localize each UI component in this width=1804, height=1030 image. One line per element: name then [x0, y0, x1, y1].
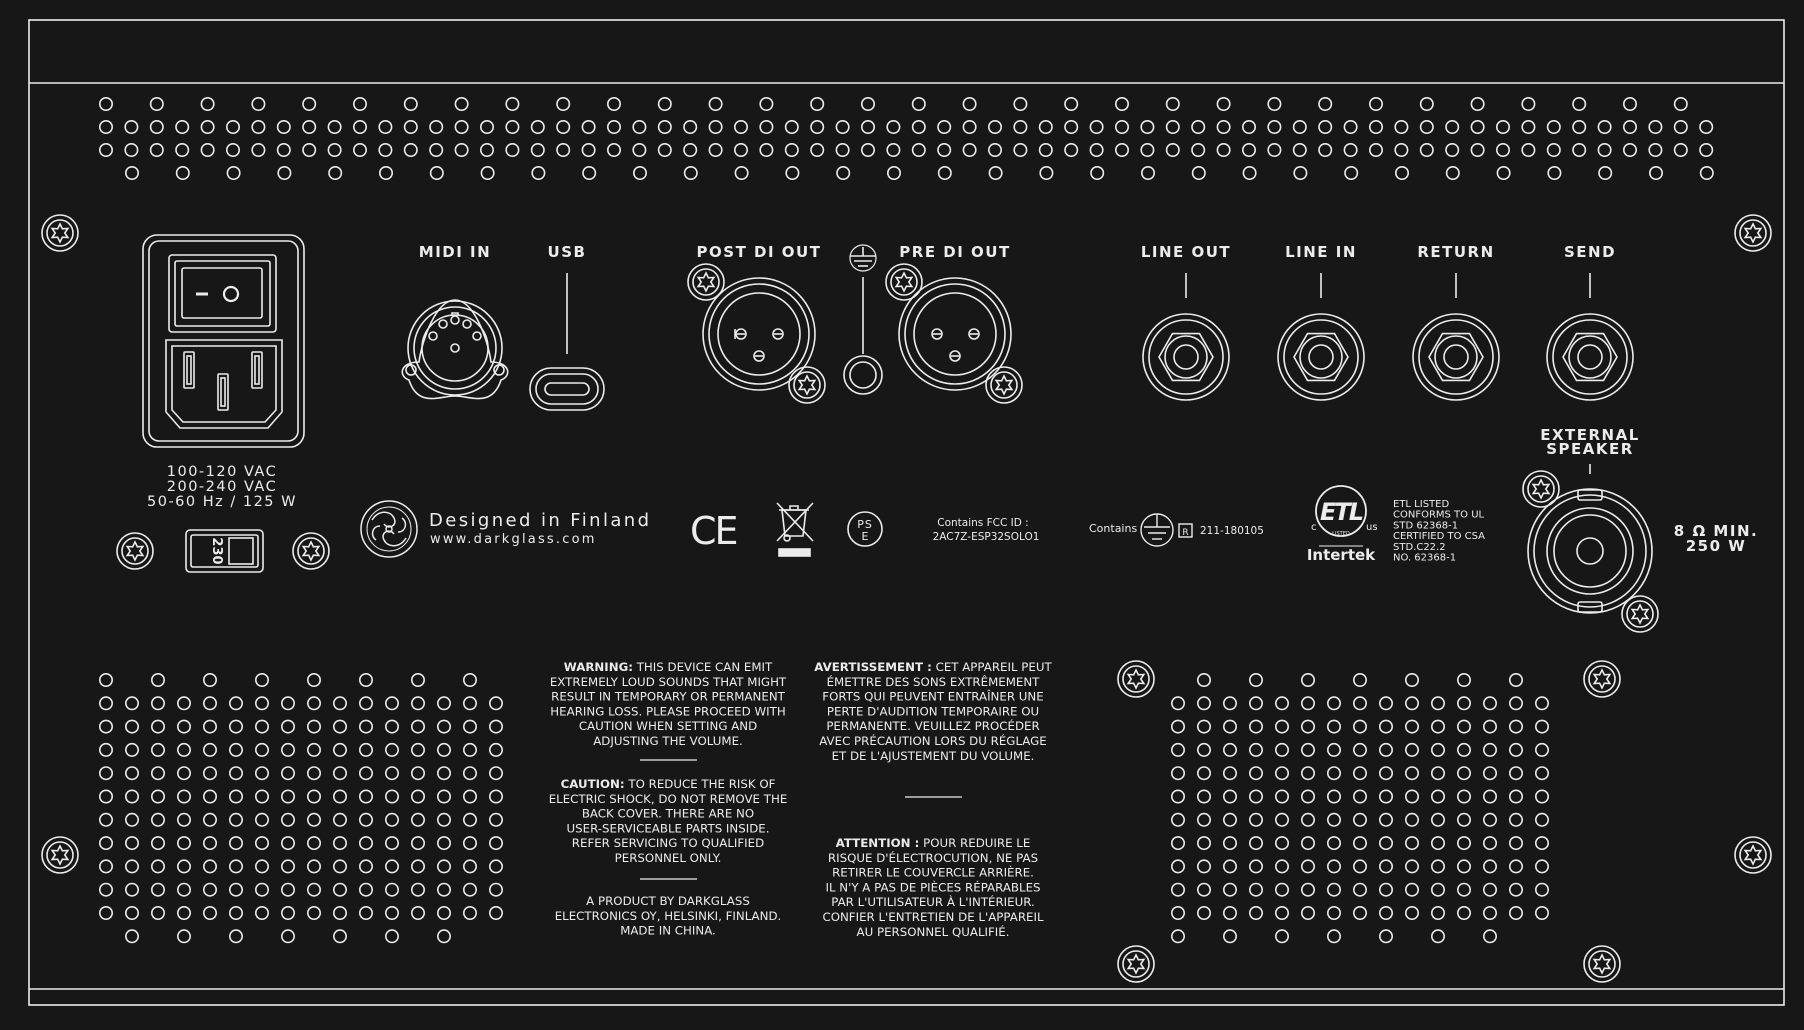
- warning-line: PAR L'UTILISATEUR À L'INTÉRIEUR.: [831, 895, 1035, 910]
- label-external-speaker-1: EXTERNAL: [1540, 426, 1640, 444]
- warning-line: PERSONNEL ONLY.: [614, 851, 722, 865]
- intertek-name: Intertek: [1306, 546, 1376, 564]
- warning-line: A PRODUCT BY DARKGLASS: [586, 894, 750, 908]
- etl-us: us: [1366, 522, 1378, 533]
- etl-text-line: STD.C22.2: [1393, 541, 1446, 553]
- warning-line: ET DE L'AJUSTEMENT DU VOLUME.: [831, 748, 1035, 763]
- etl-text-line: STD 62368-1: [1393, 520, 1459, 532]
- pse-mark-top: PS: [857, 518, 873, 531]
- warning-line: CAUTION WHEN SETTING AND: [578, 719, 758, 734]
- label-line-in: LINE IN: [1285, 243, 1357, 261]
- warning-line: ADJUSTING THE VOLUME.: [593, 734, 743, 748]
- warning-line: REFER SERVICING TO QUALIFIED: [571, 836, 765, 851]
- telec-id: 211-180105: [1200, 525, 1264, 537]
- warning-heading: WARNING:: [563, 660, 633, 674]
- speaker-impedance: 8 Ω MIN.: [1673, 522, 1759, 540]
- label-usb: USB: [547, 243, 587, 261]
- warning-line: ÉMETTRE DES SONS EXTRÊMEMENT: [826, 674, 1040, 689]
- warning-line: CONFIER L'ENTRETIEN DE L'APPAREIL: [822, 910, 1044, 924]
- label-pre-di-out: PRE DI OUT: [899, 243, 1011, 261]
- label-midi-in: MIDI IN: [418, 243, 492, 261]
- etl-text-line: CERTIFIED TO CSA: [1393, 531, 1485, 543]
- label-line-out: LINE OUT: [1140, 243, 1232, 261]
- etl-text-line: ETL LISTED: [1393, 499, 1450, 510]
- etl-text-line: CONFORMS TO UL: [1393, 509, 1485, 521]
- voltage-selector-value: 230: [209, 537, 224, 565]
- etl-mark: ETL: [1319, 498, 1363, 526]
- telec-contains: Contains: [1089, 522, 1138, 535]
- warning-line: THIS DEVICE CAN EMIT: [632, 660, 773, 674]
- warning-line: IL N'Y A PAS DE PIÈCES RÉPARABLES: [825, 880, 1041, 895]
- warning-line: RESULT IN TEMPORARY OR PERMANENT: [551, 689, 785, 704]
- warning-line: POUR REDUIRE LE: [919, 836, 1031, 850]
- warning-line: BACK COVER. THERE ARE NO: [581, 806, 755, 821]
- designed-in-finland: Designed in Finland: [429, 510, 652, 531]
- warning-line: CET APPAREIL PEUT: [931, 660, 1052, 674]
- power-voltage-1: 100-120 VAC: [166, 464, 278, 480]
- warning-line: RETIRER LE COUVERCLE ARRIÈRE.: [832, 865, 1034, 880]
- power-frequency: 50-60 Hz / 125 W: [147, 494, 297, 510]
- warning-line: EXTREMELY LOUD SOUNDS THAT MIGHT: [549, 674, 787, 689]
- label-external-speaker-2: SPEAKER: [1546, 440, 1634, 458]
- svg-text:WARNING: THIS DEVICE CAN EMIT: [564, 660, 773, 674]
- svg-text:CAUTION: TO REDUCE THE RISK OF: [561, 777, 776, 791]
- warning-line: HEARING LOSS. PLEASE PROCEED WITH: [550, 704, 786, 719]
- speaker-power: 250 W: [1685, 537, 1747, 555]
- website-url: www.darkglass.com: [430, 532, 597, 547]
- warning-line: PERMANENTE. VEUILLEZ PROCÉDER: [826, 719, 1040, 734]
- svg-text:AVERTISSEMENT : CET APPAREIL P: [814, 660, 1052, 674]
- warning-line: AU PERSONNEL QUALIFIÉ.: [856, 924, 1010, 939]
- etl-c: c: [1311, 522, 1317, 533]
- warning-heading: ATTENTION :: [835, 836, 920, 850]
- svg-text:ATTENTION : POUR REDUIRE LE: [836, 836, 1031, 850]
- warning-line: USER-SERVICEABLE PARTS INSIDE.: [566, 821, 770, 836]
- label-return: RETURN: [1417, 243, 1495, 261]
- warning-line: TO REDUCE THE RISK OF: [624, 777, 776, 791]
- warning-line: ELECTRIC SHOCK, DO NOT REMOVE THE: [548, 791, 788, 806]
- label-post-di-out: POST DI OUT: [696, 243, 822, 261]
- fcc-id-label: Contains FCC ID :: [937, 517, 1029, 529]
- warning-line: FORTS QUI PEUVENT ENTRAÎNER UNE: [822, 689, 1044, 704]
- telec-r-mark: R: [1182, 528, 1189, 538]
- etl-text-line: NO. 62368-1: [1393, 552, 1457, 564]
- etl-listed-mark: LISTED: [1332, 531, 1350, 537]
- warning-line: AVEC PRÉCAUTION LORS DU RÉGLAGE: [819, 734, 1047, 748]
- warning-line: ELECTRONICS OY, HELSINKI, FINLAND.: [554, 908, 782, 923]
- pse-mark-bottom: E: [861, 530, 869, 543]
- warning-line: MADE IN CHINA.: [620, 923, 716, 938]
- warning-line: PERTE D'AUDITION TEMPORAIRE OU: [826, 704, 1040, 719]
- warning-line: RISQUE D'ÉLECTROCUTION, NE PAS: [827, 850, 1039, 865]
- warning-heading: AVERTISSEMENT :: [814, 660, 932, 674]
- ce-mark: CE: [690, 509, 737, 553]
- label-send: SEND: [1563, 243, 1617, 261]
- fcc-id-value: 2AC7Z-ESP32SOLO1: [932, 531, 1040, 543]
- power-voltage-2: 200-240 VAC: [166, 479, 278, 495]
- warning-heading: CAUTION:: [560, 777, 625, 791]
